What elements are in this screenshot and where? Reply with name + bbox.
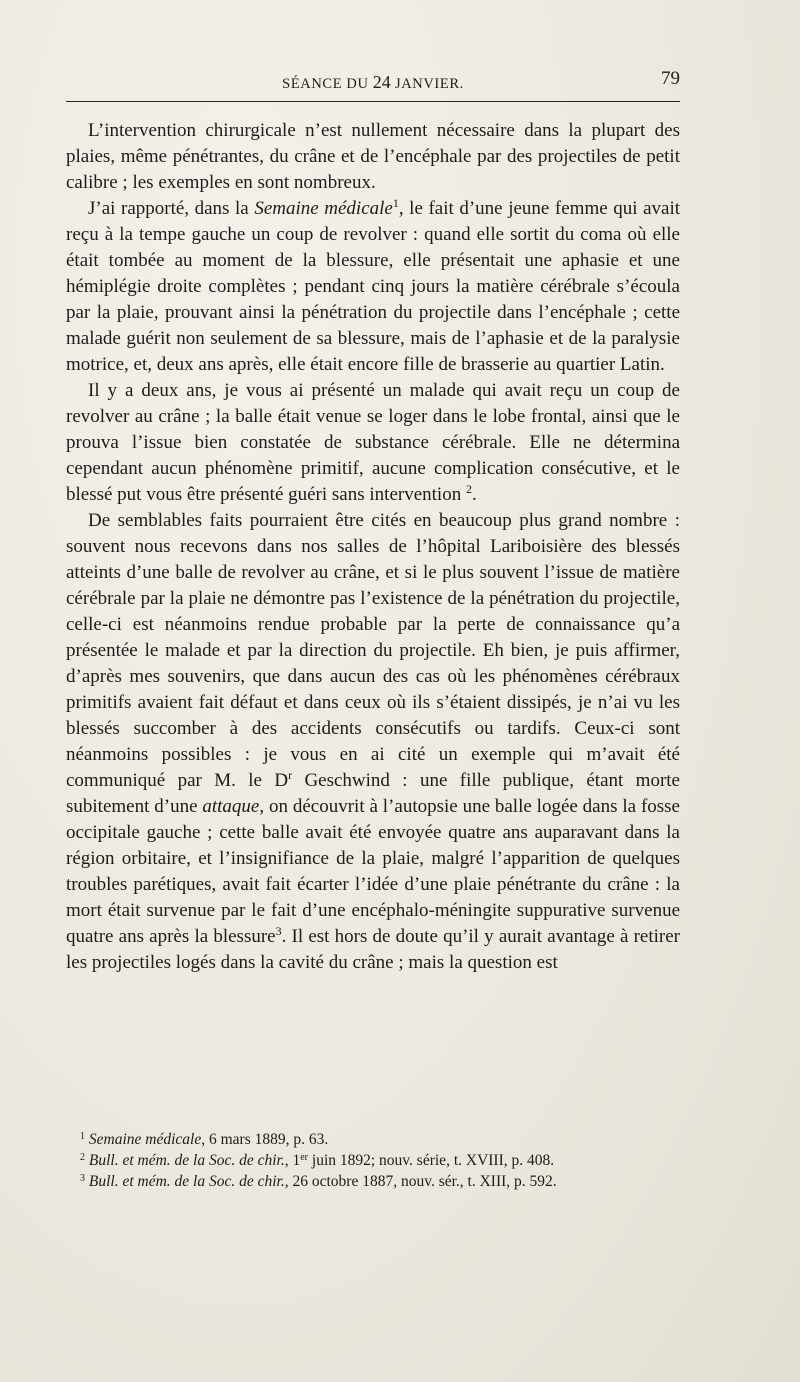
footnote-2: $^2$ Bull. et mém. de la Soc. de chir., 1er juin 1892; nouv. série, t. XVIII, p. 408. bbox=[80, 1152, 555, 1169]
footnotes bbox=[66, 1129, 680, 1192]
paragraph-4: De semblables faits pourraient être cités en beaucoup plus grand nombre : souvent nous recevons dans nos salles de l’hôpital Lariboisière des blessés atteints d’une balle de revolver au crâne, et si le plus souvent l’issue de matière cérébrale par la plaie ne démontre pas l’existence de la pénétration du projectile, celle-ci est néanmoins rendue probable par la perte de connaissance qu’a présentée le malade et par la direction du projectile. Eh bien, je puis affirmer, d’après mes souvenirs, que dans aucun des cas où les phénomènes cérébraux primitifs avaient fait défaut et dans ceux où ils s’étaient dissipés, je n’ai vu les blessés succomber à des accidents consécutifs ou tardifs. Ceux-ci sont néanmoins possibles : je vous en ai cité un exemple qui m’avait été communiqué par M. le $D^r$ Geschwind : une fille publique, étant morte subitement d’une attaque, on découvrit à l’autopsie une balle logée dans la fosse occipitale gauche ; cette balle avait été envoyée quatre ans auparavant dans la région orbitaire, et l’insignifiance de la plaie, malgré l’apparition de quelques troubles parétiques, avait fait écarter l’idée d’une plaie pénétrante du crâne : la mort était survenue par le fait d’une encéphalo-méningite suppurative survenue quatre ans après la blessure$^3$. Il est hors de doute qu’il y aurait avantage à retirer les projectiles logés dans la cavité du crâne ; mais la question est bbox=[66, 510, 680, 973]
doctor-abbrev-sup: r bbox=[288, 768, 293, 782]
footnote-ref-1: 1 bbox=[392, 196, 399, 210]
title-text-end: JANVIER. bbox=[390, 76, 464, 92]
emphasis-attaque: attaque bbox=[202, 796, 260, 817]
footnote-3: $^3$ Bull. et mém. de la Soc. de chir., 26 octobre 1887, nouv. sér., t. XIII, p. 592. bbox=[80, 1173, 557, 1190]
running-header bbox=[66, 66, 680, 96]
paragraph-2: J’ai rapporté, dans la Semaine médicale$^1$, le fait d’une jeune femme qui avait reçu à la tempe gauche un coup de revolver : quand elle sortit du coma où elle était tombée au moment de la blessure, elle présentait une aphasie et une hémiplégie droite complètes ; pendant cinq jours la matière cérébrale s’écoula par la plaie, prouvant ainsi la pénétration du projectile dans l’encéphale ; cette malade guérit non seulement de sa blessure, mais de l’aphasie et de la paralysie motrice, et, deux ans après, elle était encore fille de brasserie au quartier Latin. bbox=[66, 196, 681, 375]
body-text bbox=[66, 118, 680, 976]
paragraph-1: L’intervention chirurgicale n’est nullement nécessaire dans la plupart des plaies, même pénétrantes, du crâne et de l’encéphale par des projectiles de petit calibre ; les exemples en sont nombreux. bbox=[66, 120, 680, 193]
footnote-ref-2: 2 bbox=[465, 482, 472, 496]
journal-title: Semaine médicale bbox=[254, 198, 393, 219]
running-title bbox=[66, 72, 680, 93]
title-text: SÉANCE DU bbox=[282, 76, 373, 92]
footnote-ref-3: 3 bbox=[275, 924, 282, 938]
header-rule bbox=[66, 101, 680, 102]
paragraph-3: Il y a deux ans, je vous ai présenté un malade qui avait reçu un coup de revolver au crâne ; la balle était venue se loger dans le lobe frontal, ainsi que le prouva l’issue bien constatée de substance cérébrale. Elle ne détermina cependant aucun phénomène primitif, aucune complication consécutive, et le blessé put vous être présenté guéri sans intervention $^2$. bbox=[66, 380, 680, 505]
title-day: 24 bbox=[372, 72, 391, 92]
page-number: 79 bbox=[661, 68, 680, 89]
footnote-1: $^1$ Semaine médicale, 6 mars 1889, p. 63. bbox=[80, 1131, 329, 1148]
